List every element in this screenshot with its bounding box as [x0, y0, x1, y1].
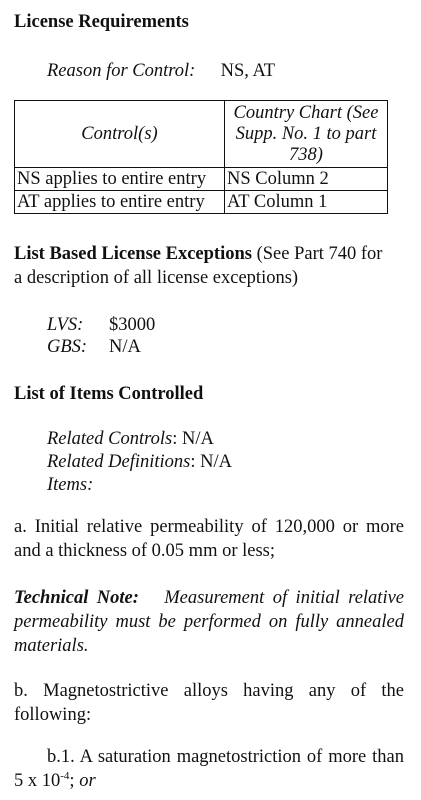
- lvs-line: [47, 313, 155, 337]
- item-b1-suffix: ;: [69, 771, 75, 791]
- license-requirements-table: [14, 100, 388, 214]
- related-definitions-label: Related Definitions: [47, 452, 191, 472]
- lvs-value: $3000: [109, 315, 156, 335]
- items-controlled-heading: List of Items Controlled: [14, 384, 204, 404]
- table-header-controls: Control(s): [15, 101, 225, 168]
- lvs-label: LVS:: [47, 315, 84, 335]
- related-controls-line: [47, 427, 214, 451]
- gbs-value: N/A: [109, 337, 141, 357]
- table-cell: AT Column 1: [225, 191, 388, 214]
- related-definitions-value: : N/A: [190, 452, 232, 472]
- exceptions-description: a description of all license exceptions): [14, 268, 299, 288]
- technical-note-label: Technical Note:: [14, 588, 139, 608]
- item-a-text: a. Initial relative permeability of 120,000 or more and a thickness of 0.05 mm or less;: [14, 517, 404, 561]
- related-controls-value: : N/A: [172, 429, 214, 449]
- table-cell: AT applies to entire entry: [15, 191, 225, 214]
- reason-for-control-value: NS, AT: [220, 61, 276, 81]
- reason-for-control-label: Reason for Control:: [47, 61, 196, 81]
- table-header-country-chart: Country Chart (See Supp. No. 1 to part 738): [225, 101, 388, 168]
- exceptions-heading: List Based License Exceptions: [14, 244, 252, 264]
- table-cell: NS Column 2: [225, 168, 388, 191]
- table-header-row: [15, 101, 388, 168]
- license-requirements-heading: License Requirements: [14, 12, 189, 32]
- gbs-label: GBS:: [47, 337, 88, 357]
- items-label: Items:: [47, 475, 94, 495]
- item-b1-text: b.1. A saturation magnetostriction of more than 5 x 10: [14, 747, 404, 791]
- exceptions-heading-line: [14, 242, 382, 266]
- gbs-line: [47, 335, 141, 359]
- related-definitions-line: [47, 450, 232, 474]
- item-b1-or: or: [79, 771, 96, 791]
- related-controls-label: Related Controls: [47, 429, 173, 449]
- exceptions-heading-tail: (See Part 740 for: [256, 244, 383, 264]
- item-b-text: b. Magnetostrictive alloys having any of the following:: [14, 681, 404, 725]
- technical-note-text: Measurement of initial relative permeability must be performed on fully annealed materials.: [14, 588, 405, 656]
- item-b1-exponent: -4: [60, 769, 70, 782]
- technical-note: [14, 586, 404, 658]
- table-row: [15, 191, 388, 214]
- item-b1: [14, 745, 404, 793]
- reason-for-control: [47, 59, 275, 83]
- table-row: [15, 168, 388, 191]
- table-cell: NS applies to entire entry: [15, 168, 225, 191]
